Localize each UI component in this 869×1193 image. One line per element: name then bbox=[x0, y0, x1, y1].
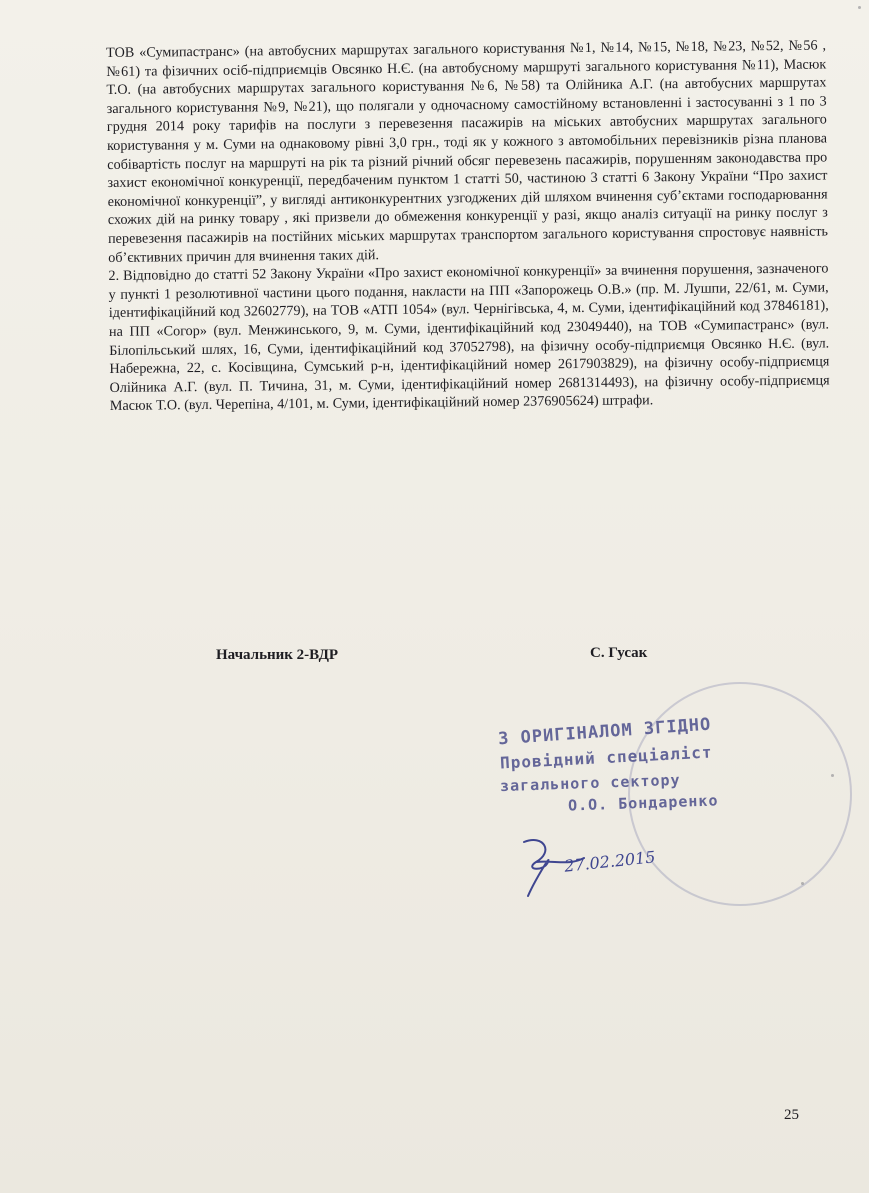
signature-block bbox=[0, 645, 869, 669]
stamp-line-3: загального сектору bbox=[499, 770, 681, 796]
scan-speck bbox=[801, 882, 804, 885]
document-body bbox=[106, 36, 830, 415]
handwritten-date: 27.02.2015 bbox=[563, 847, 657, 876]
stamp-line-1: З ОРИГІНАЛОМ ЗГІДНО bbox=[497, 714, 712, 750]
certification-stamp bbox=[478, 712, 778, 1112]
signatory-title: Начальник 2-ВДР bbox=[216, 647, 339, 663]
stamp-line-2: Провідний спеціаліст bbox=[499, 742, 714, 773]
paragraph-1: ТОВ «Сумипастранс» (на автобусних маршрутах загального користування №1, №14, №15, №18, №23, №52, №56 , №61) та фізичних осіб-підприємців Овсянко Н.Є. (на автобусному маршруті загального користування №11), Масюк Т.О. (на автобусних маршрутах загального користування №6, №58) та Олійника А.Г. (на автобусних маршрутах загального користування №9, №21), що полягали у одночасному самостійному встановленні і застосуванні з 1 по 3 грудня 2014 року тарифів на послуги з перевезення пасажирів на міських автобусних маршрутах загального користування у м. Суми на однаковому рівні 3,0 грн., тоді як у кожного з автомобільних перевізників різна планова собівартість послуг на маршруті на рік та різний річний обсяг перевезень пасажирів, порушенням законодавства про захист економічної конкуренції, передбаченим пунктом 1 статті 50, частиною 3 статті 6 Закону України “Про захист економічної конкуренції”, у вигляді антиконкурентних узгоджених дій шляхом вчинення суб’єктами господарювання схожих дій на ринку товару , які призвели до обмеження конкуренції у разі, якщо аналіз ситуації на ринку послуг з перевезення пасажирів на постійних міських маршрутах транспортом загального користування спростовує наявність об’єктивних причин для вчинення таких дій. bbox=[106, 37, 829, 266]
scan-speck bbox=[831, 774, 834, 777]
paragraph-2: 2. Відповідно до статті 52 Закону України «Про захист економічної конкуренції» за вчинення порушення, зазначеного у пункті 1 резолютивної частини цього подання, накласти на ПП «Запорожець О.В.» (пр. М. Лушпи, 22/61, м. Суми, ідентифікаційний код 32602779), на ТОВ «АТП 1054» (вул. Чернігівська, 4, м. Суми, ідентифікаційний код 37846181), на ПП «Согор» (вул. Менжинського, 9, м. Суми, ідентифікаційний код 23049440), на ТОВ «Сумипастранс» (вул. Білопільський шлях, 16, Суми, ідентифікаційний код 37052798), на фізичну особу-підприємця Овсянко Н.Є. (вул. Набережна, 22, с. Косівщина, Сумський р-н, ідентифікаційний номер 2617903829), на фізичну особу-підприємця Олійника А.Г. (вул. П. Тичина, 31, м. Суми, ідентифікаційний номер 2681314493), на фізичну особу-підприємця Масюк Т.О. (вул. Черепіна, 4/101, м. Суми, ідентифікаційний номер 2376905624) штрафи. bbox=[108, 260, 830, 415]
scan-speck bbox=[858, 6, 861, 9]
page-number: 25 bbox=[784, 1107, 799, 1123]
signatory-name: С. Гусак bbox=[590, 645, 648, 661]
stamp-line-4: О.О. Бондаренко bbox=[567, 791, 719, 815]
